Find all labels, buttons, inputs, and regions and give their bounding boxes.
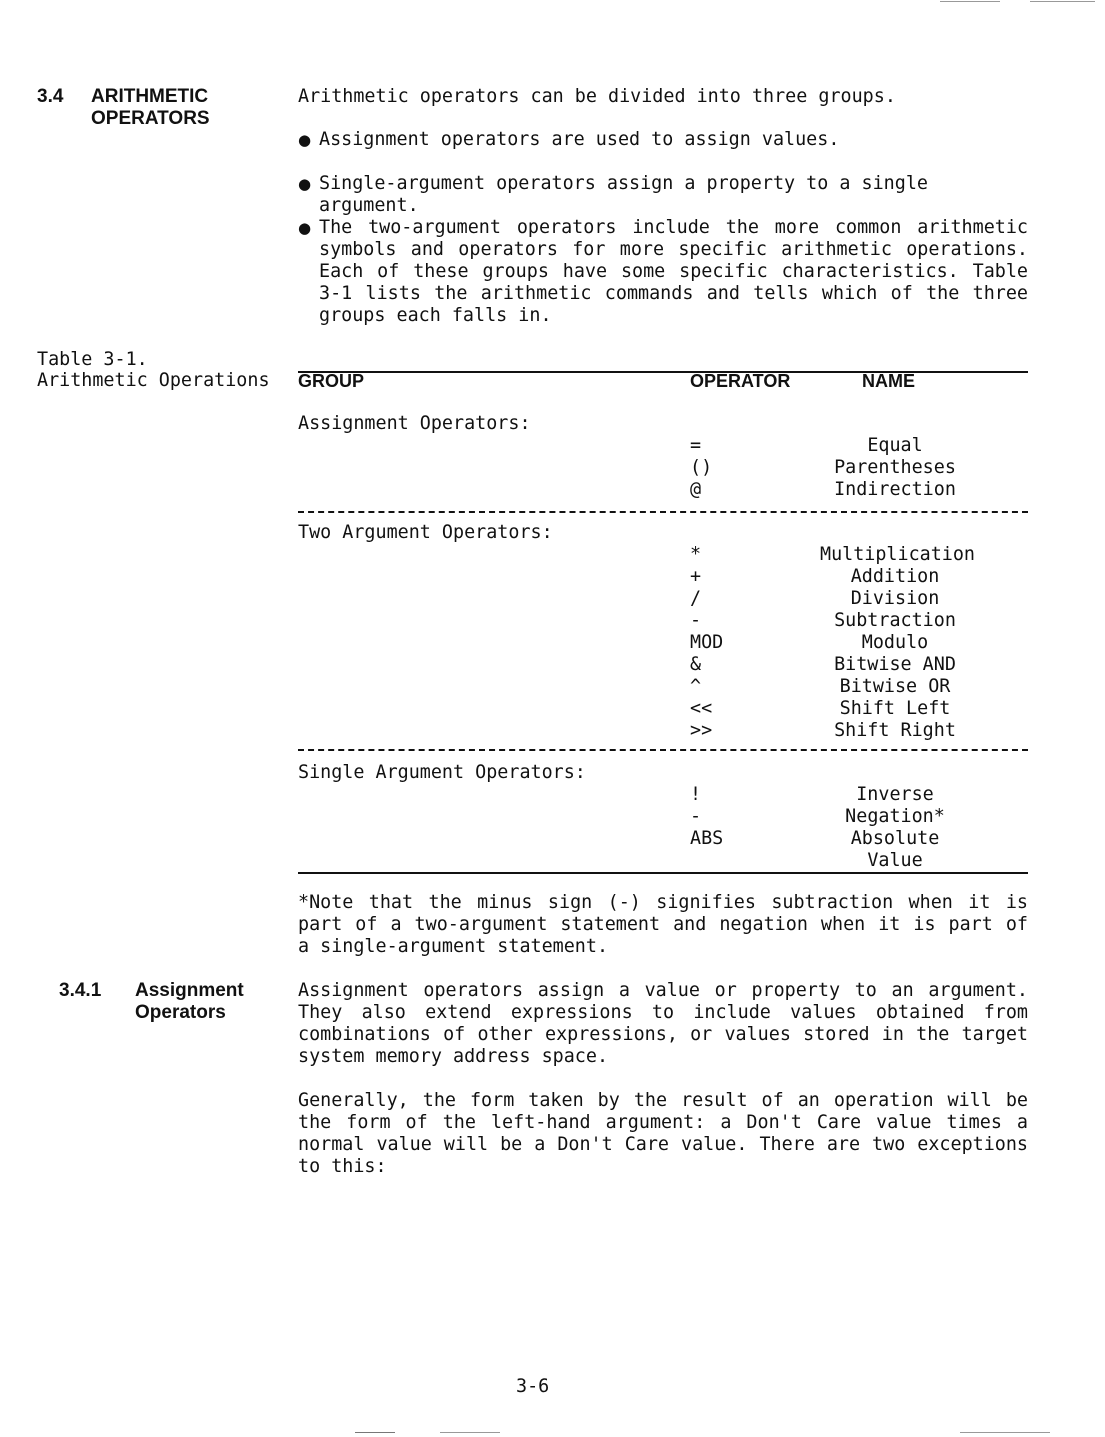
scan-artifact (1030, 1, 1095, 2)
name-cell: Inverse (856, 784, 934, 805)
bullet-icon: ● (298, 131, 312, 149)
table-row (0, 720, 1105, 742)
page-number: 3-6 (516, 1376, 550, 1397)
table-row (0, 566, 1105, 588)
table-row (0, 676, 1105, 698)
table-row (0, 828, 1105, 871)
bullet-item (298, 217, 1028, 327)
subsection-title-line2: Operators (135, 1002, 226, 1023)
operator-cell: & (690, 654, 702, 675)
bullet-text: The two-argument operators include the more common arithmetic symbols and operators for more specific arithmetic operations. Each of these groups have some specific characteristics. Table 3-1 lists the arithmetic commands and tells which of the three groups each falls in. (319, 217, 1028, 326)
table-caption-line1: Table 3-1. (37, 349, 148, 370)
name-cell: Subtraction (834, 610, 956, 631)
subsection-number: 3.4.1 (59, 980, 102, 1001)
name-cell: Division (850, 588, 940, 609)
operator-cell: ^ (690, 676, 702, 697)
table-row (0, 457, 1105, 479)
table-row (0, 479, 1105, 501)
subsection-paragraph-2: Generally, the form taken by the result of an operation will be the form of the left-hand argument: a Don't Care value times a normal value will be a Don't Care value. There are two exceptions to this: (298, 1090, 1028, 1177)
section-title-line2: OPERATORS (91, 108, 210, 129)
name-cell: Shift Left (839, 698, 951, 719)
table-top-rule (298, 371, 1028, 373)
table-row (0, 698, 1105, 720)
name-cell: Modulo (861, 632, 929, 653)
table-row (0, 435, 1105, 457)
subsection-title-line1: Assignment (135, 980, 244, 1001)
operator-cell: * (690, 544, 702, 565)
name-cell: Bitwise OR (839, 676, 951, 697)
name-cell: Absolute Value (850, 828, 940, 871)
bullet-item (298, 129, 1028, 151)
table-footnote: *Note that the minus sign (-) signifies subtraction when it is part of a two-argument statement and negation when it is part of a single-argument statement. (298, 892, 1028, 957)
operator-cell: ! (690, 784, 702, 805)
table-bottom-rule (298, 872, 1028, 874)
column-header-group: GROUP (298, 371, 365, 391)
operator-cell: @ (690, 479, 702, 500)
name-cell: Shift Right (834, 720, 956, 741)
column-header-operator: OPERATOR (690, 371, 791, 391)
table-row (0, 588, 1105, 610)
table-row (0, 632, 1105, 654)
group-label-two-argument: Two Argument Operators: (298, 522, 553, 543)
section-title-line1: ARITHMETIC (91, 86, 209, 107)
name-cell: Bitwise AND (834, 654, 956, 675)
column-header-name: NAME (862, 371, 915, 391)
table-row (0, 784, 1105, 806)
table-row (0, 806, 1105, 828)
name-cell: Equal (867, 435, 923, 456)
operator-cell: + (690, 566, 702, 587)
scan-artifact (960, 1432, 1050, 1433)
group-divider (298, 511, 1028, 513)
operator-cell: - (690, 806, 702, 827)
bullet-text: Single-argument operators assign a property to a single argument. (319, 173, 928, 216)
table-row (0, 654, 1105, 676)
subsection-paragraph-1: Assignment operators assign a value or property to an argument. They also extend expressions to include values obtained from combinations of other expressions, or values stored in the target system memory address space. (298, 980, 1028, 1067)
scan-artifact (355, 1432, 395, 1433)
scan-artifact (440, 1432, 500, 1433)
operator-cell: << (690, 698, 713, 719)
operator-cell: / (690, 588, 702, 609)
name-cell: Negation* (845, 806, 945, 827)
name-cell: Addition (850, 566, 940, 587)
name-cell: Parentheses (834, 457, 956, 478)
operator-cell: = (690, 435, 702, 456)
name-cell: Indirection (834, 479, 956, 500)
bullet-item (298, 173, 1028, 216)
section-number: 3.4 (37, 86, 64, 107)
operator-cell: >> (690, 720, 713, 741)
group-divider (298, 749, 1028, 751)
table-row (0, 544, 1105, 566)
group-label-assignment: Assignment Operators: (298, 413, 531, 434)
table-row (0, 610, 1105, 632)
intro-text: Arithmetic operators can be divided into three groups. (298, 86, 896, 107)
operator-cell: () (690, 457, 713, 478)
group-label-single-argument: Single Argument Operators: (298, 762, 586, 783)
name-cell: Multiplication (820, 544, 976, 565)
bullet-text: Assignment operators are used to assign values. (319, 129, 840, 150)
operator-cell: ABS (690, 828, 724, 849)
table-caption-line2: Arithmetic Operations (37, 370, 270, 391)
scan-artifact (940, 1, 1000, 2)
bullet-icon: ● (298, 219, 312, 237)
operator-cell: - (690, 610, 702, 631)
operator-cell: MOD (690, 632, 724, 653)
bullet-icon: ● (298, 175, 312, 193)
